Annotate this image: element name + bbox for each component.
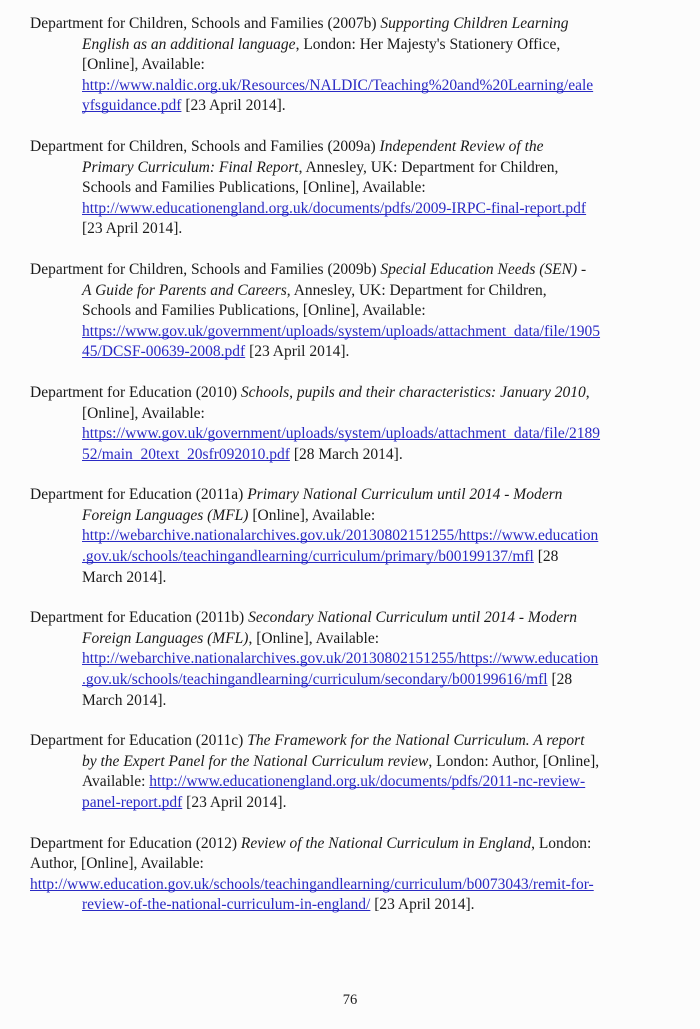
reference-text: , London: Author, [Online],	[428, 752, 600, 770]
reference-url-link[interactable]: http://webarchive.nationalarchives.gov.uk/20130802151255/https://www.education	[82, 650, 599, 668]
reference-line	[30, 526, 684, 547]
reference-text: Available:	[82, 773, 150, 791]
reference-line	[30, 96, 684, 117]
reference-line	[30, 649, 684, 670]
reference-url-link[interactable]: panel-report.pdf	[82, 794, 183, 811]
reference-line	[30, 404, 684, 425]
reference-line	[30, 772, 684, 793]
reference-line	[30, 76, 684, 97]
reference-text: Department for Education (2011c)	[30, 732, 248, 750]
reference-text: [Online], Available:	[248, 506, 376, 524]
reference-line	[30, 14, 684, 35]
reference-line	[30, 199, 684, 220]
reference-text: March 2014].	[82, 568, 167, 586]
reference-url-link[interactable]: 52/main_20text_20sfr092010.pdf	[82, 445, 290, 463]
reference-text: [28	[547, 671, 573, 689]
reference-url-link[interactable]: https://www.gov.uk/government/uploads/system/uploads/attachment_data/file/2189	[82, 425, 601, 443]
reference-line	[30, 895, 684, 916]
reference-line	[30, 547, 684, 568]
reference-text: Special Education Needs (SEN) -	[380, 260, 587, 278]
reference-line	[30, 445, 684, 466]
reference-line	[30, 342, 684, 363]
reference-entry	[30, 834, 684, 916]
reference-entry	[30, 485, 684, 588]
reference-line	[30, 834, 684, 855]
reference-line	[30, 670, 684, 691]
reference-url-link[interactable]: http://www.educationengland.org.uk/documents/pdfs/2011-nc-review-	[149, 773, 586, 791]
reference-text: Department for Children, Schools and Families (2007b)	[30, 15, 381, 32]
reference-url-link[interactable]: https://www.gov.uk/government/uploads/system/uploads/attachment_data/file/1905	[82, 322, 601, 340]
reference-line	[30, 568, 684, 589]
reference-line	[30, 629, 684, 650]
reference-line	[30, 424, 684, 445]
reference-text: Department for Education (2010)	[30, 383, 241, 401]
reference-text: Department for Children, Schools and Families (2009a)	[30, 137, 380, 155]
reference-text: [23 April 2014].	[182, 794, 287, 811]
reference-text: A Guide for Parents and Careers	[82, 281, 287, 299]
reference-text: English as an additional language	[82, 35, 296, 53]
reference-text: Foreign Languages (MFL)	[82, 629, 249, 647]
reference-url-link[interactable]: http://www.naldic.org.uk/Resources/NALDIC/Teaching%20and%20Learning/eale	[82, 76, 594, 94]
reference-text: , Annesley, UK: Department for Children,	[298, 158, 559, 176]
reference-text: Department for Children, Schools and Families (2009b)	[30, 260, 381, 278]
reference-text: [Online], Available:	[82, 404, 205, 422]
reference-line	[30, 260, 684, 281]
reference-text: Department for Education (2011a)	[30, 486, 248, 504]
reference-line	[30, 322, 684, 343]
page-number: 76	[342, 992, 358, 1008]
reference-line	[30, 875, 684, 896]
reference-text: , [Online], Available:	[248, 629, 380, 647]
reference-text: March 2014].	[82, 691, 167, 709]
reference-line	[30, 219, 684, 240]
reference-entry	[30, 137, 684, 240]
reference-text: Author, [Online], Available:	[30, 855, 204, 873]
reference-text: Department for Education (2012)	[30, 834, 241, 852]
reference-url-link[interactable]: http://www.education.gov.uk/schools/teachingandlearning/curriculum/b0073043/remit-for-	[30, 875, 594, 893]
reference-url-link[interactable]: yfsguidance.pdf	[82, 97, 182, 115]
reference-text: Foreign Languages (MFL)	[82, 506, 249, 524]
reference-line	[30, 485, 684, 506]
reference-text: Supporting Children Learning	[380, 15, 569, 32]
reference-url-link[interactable]: http://webarchive.nationalarchives.gov.uk/20130802151255/https://www.education	[82, 527, 599, 545]
reference-text: [23 April 2014].	[181, 97, 286, 115]
reference-entry	[30, 383, 684, 465]
reference-text: The Framework for the National Curriculum. A report	[247, 732, 585, 750]
reference-entry	[30, 14, 684, 117]
reference-list	[30, 14, 684, 916]
reference-line	[30, 752, 684, 773]
reference-text: [23 April 2014].	[82, 220, 183, 238]
reference-text: ,	[585, 383, 590, 401]
reference-url-link[interactable]: http://www.educationengland.org.uk/documents/pdfs/2009-IRPC-final-report.pdf	[82, 199, 587, 217]
reference-text: , London:	[531, 834, 592, 852]
reference-text: [23 April 2014].	[370, 896, 475, 914]
reference-text: [23 April 2014].	[245, 343, 350, 361]
reference-text: Independent Review of the	[379, 137, 544, 155]
reference-url-link[interactable]: .gov.uk/schools/teachingandlearning/curriculum/primary/b00199137/mfl	[82, 548, 534, 566]
reference-line	[30, 383, 684, 404]
reference-text: Department for Education (2011b)	[30, 609, 249, 627]
reference-line	[30, 691, 684, 712]
reference-text: , Annesley, UK: Department for Children,	[286, 281, 547, 299]
reference-line	[30, 178, 684, 199]
reference-url-link[interactable]: 45/DCSF-00639-2008.pdf	[82, 343, 246, 361]
reference-line	[30, 854, 684, 875]
reference-line	[30, 281, 684, 302]
reference-line	[30, 137, 684, 158]
reference-line	[30, 506, 684, 527]
reference-entry	[30, 731, 684, 813]
reference-text: Secondary National Curriculum until 2014 - Modern	[248, 609, 577, 627]
reference-text: [28	[533, 548, 559, 566]
reference-url-link[interactable]: .gov.uk/schools/teachingandlearning/curriculum/secondary/b00199616/mfl	[82, 671, 548, 689]
reference-line	[30, 158, 684, 179]
reference-line	[30, 731, 684, 752]
reference-line	[30, 301, 684, 322]
reference-text: Primary Curriculum: Final Report	[82, 158, 299, 176]
reference-text: Primary National Curriculum until 2014 - Modern	[247, 486, 563, 504]
reference-text: Schools and Families Publications, [Online], Available:	[82, 179, 426, 197]
reference-line	[30, 55, 684, 76]
reference-text: Schools, pupils and their characteristics: January 2010	[240, 383, 586, 401]
reference-text: [28 March 2014].	[289, 445, 403, 463]
reference-text: by the Expert Panel for the National Curriculum review	[82, 752, 429, 770]
reference-line	[30, 793, 684, 814]
reference-line	[30, 608, 684, 629]
reference-entry	[30, 608, 684, 711]
reference-text: , London: Her Majesty's Stationery Office,	[295, 35, 561, 53]
reference-entry	[30, 260, 684, 363]
reference-url-link[interactable]: review-of-the-national-curriculum-in-england/	[82, 896, 371, 914]
reference-line	[30, 35, 684, 56]
reference-text: Schools and Families Publications, [Online], Available:	[82, 302, 426, 320]
reference-text: Review of the National Curriculum in England	[240, 834, 532, 852]
reference-text: [Online], Available:	[82, 56, 205, 74]
